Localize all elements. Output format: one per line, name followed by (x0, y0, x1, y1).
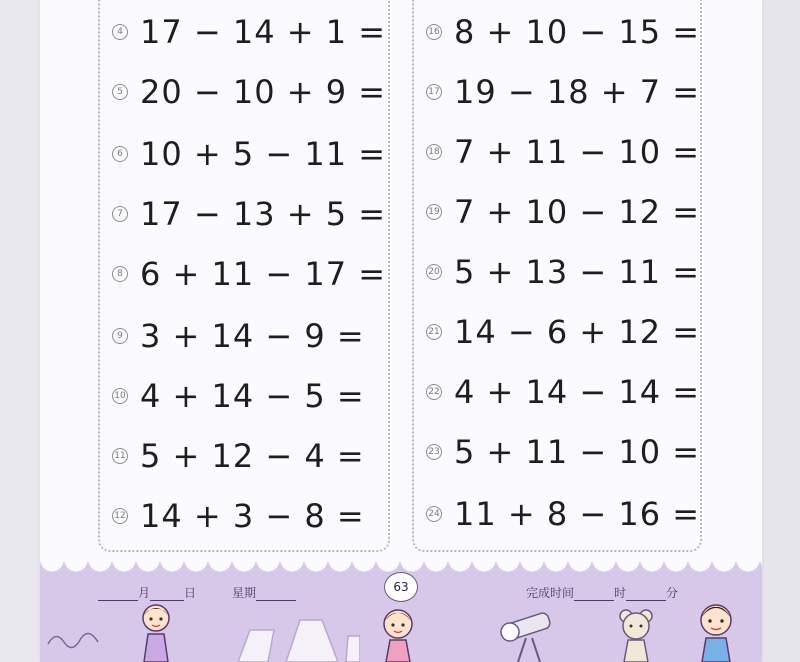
problem-row (426, 2, 700, 62)
problem-row (112, 244, 386, 304)
hour-label: 时 (614, 586, 627, 600)
problem-expression: 7 + 11 − 10 = (454, 133, 701, 171)
problem-expression: 5 + 11 − 10 = (454, 433, 701, 471)
problem-expression: 11 + 8 − 16 = (454, 495, 701, 533)
problem-row (112, 306, 365, 366)
problem-row (112, 62, 386, 122)
problem-row (426, 362, 700, 422)
page-edge-right (762, 0, 800, 662)
problem-number: 9 (112, 328, 128, 344)
girl-cartoon-icon (136, 600, 176, 662)
problem-number: 23 (426, 444, 442, 460)
date-fields (98, 584, 196, 601)
problem-number: 17 (426, 84, 442, 100)
doodle-scribble-icon (46, 624, 102, 654)
child-cartoon-icon (376, 602, 420, 662)
problem-number: 5 (112, 84, 128, 100)
problem-number: 10 (112, 388, 128, 404)
problem-expression: 20 − 10 + 9 = (140, 73, 387, 111)
problem-row (112, 426, 365, 486)
problem-number: 6 (112, 146, 128, 162)
problem-expression: 10 + 5 − 11 = (140, 135, 387, 173)
problem-row (426, 242, 700, 302)
problem-number: 8 (112, 266, 128, 282)
problem-row (426, 302, 700, 362)
boy-cartoon-icon (692, 598, 740, 662)
minute-label: 分 (666, 586, 679, 600)
problem-expression: 14 − 6 + 12 = (454, 313, 701, 351)
problem-expression: 5 + 12 − 4 = (140, 437, 365, 475)
bear-cartoon-icon (616, 602, 656, 662)
problem-number: 22 (426, 384, 442, 400)
problem-expression: 3 + 14 − 9 = (140, 317, 365, 355)
problem-expression: 8 + 10 − 15 = (454, 13, 701, 51)
problem-number: 21 (426, 324, 442, 340)
footer-band (40, 562, 762, 662)
hour-blank (574, 588, 614, 601)
minute-blank (626, 588, 666, 601)
problem-expression: 5 + 13 − 11 = (454, 253, 701, 291)
problem-row (426, 182, 700, 242)
month-label: 月 (138, 586, 151, 600)
problem-row (112, 184, 386, 244)
problem-number: 19 (426, 204, 442, 220)
problem-expression: 6 + 11 − 17 = (140, 255, 387, 293)
problem-number: 24 (426, 506, 442, 522)
problem-expression: 17 − 13 + 5 = (140, 195, 387, 233)
problem-row (112, 366, 365, 426)
problem-number: 20 (426, 264, 442, 280)
problem-row (112, 124, 386, 184)
problem-expression: 7 + 10 − 12 = (454, 193, 701, 231)
problem-expression: 19 − 18 + 7 = (454, 73, 701, 111)
page-edge-left (0, 0, 40, 662)
problem-expression: 4 + 14 − 14 = (454, 373, 701, 411)
problem-number: 11 (112, 448, 128, 464)
weekday-field (232, 584, 296, 601)
problem-expression: 4 + 14 − 5 = (140, 377, 365, 415)
telescope-cartoon-icon (498, 598, 562, 662)
problem-row (426, 422, 700, 482)
completion-time-label: 完成时间 (526, 586, 575, 600)
problem-row (426, 62, 700, 122)
problem-expression: 17 − 14 + 1 = (140, 13, 387, 51)
problem-row (426, 484, 700, 544)
weekday-label: 星期 (232, 586, 257, 600)
problem-number: 4 (112, 24, 128, 40)
problem-row (112, 2, 386, 62)
problem-number: 18 (426, 144, 442, 160)
weekday-blank (256, 588, 296, 601)
problem-number: 12 (112, 508, 128, 524)
block-letters-icon (230, 606, 360, 662)
month-blank (98, 588, 138, 601)
problem-row (112, 486, 365, 546)
problem-number: 7 (112, 206, 128, 222)
problem-number: 16 (426, 24, 442, 40)
page-number: 63 (384, 572, 418, 602)
day-label: 日 (184, 586, 197, 600)
problem-expression: 14 + 3 − 8 = (140, 497, 365, 535)
problem-row (426, 122, 700, 182)
